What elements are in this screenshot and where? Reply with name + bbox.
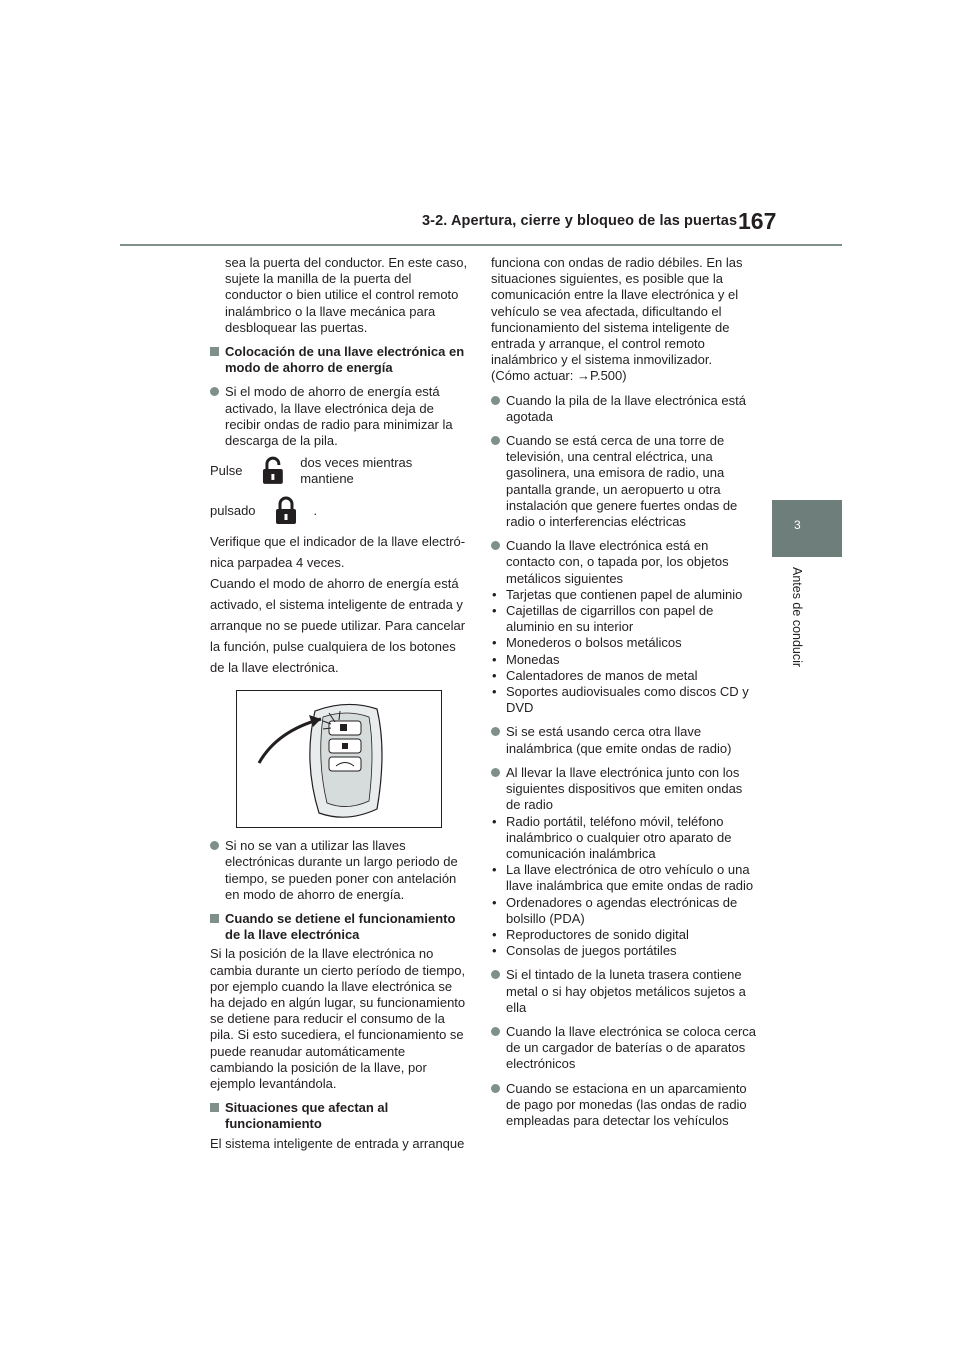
verify-line: arranque no se puede utilizar. Para cancelar [210, 618, 466, 634]
intro-paragraph: sea la puerta del conductor. En este caso, sujete la manilla de la puerta del conductor o bien utilice el control remoto inalámbrico o la llave mecánica para desbloquear las puertas. [225, 255, 468, 335]
verify-line: activado, el sistema inteligente de entrada y [210, 597, 463, 613]
chapter-label: Antes de conducir [790, 567, 804, 668]
list-item: • Calentadores de manos de metal [491, 668, 759, 684]
right-intro: funciona con ondas de radio débiles. En las situaciones siguientes, es posible que la comunicación entre la llave electrónica y el vehículo se vea afectada, dificultando el funcionamiento del sistema inteligente de entrada y arranque, el control remoto inalámbrico y el sistema inmovilizador. [491, 255, 743, 368]
pulse-rest: dos veces mientras mantiene [300, 455, 413, 487]
bullet-unused-keys: Si no se van a utilizar las llaves electrónicas durante un largo periodo de tiempo, se pueden poner con antelación en modo de ahorro de energía. [210, 838, 468, 903]
situations-text: El sistema inteligente de entrada y arranque [210, 1135, 465, 1151]
verify-line: la función, pulse cualquiera de los botones [210, 639, 456, 655]
list-item: • Monederos o bolsos metálicos [491, 635, 759, 651]
list-item: • Radio portátil, teléfono móvil, teléfono inalámbrico o cualquier otro aparato de comunicación inalámbrica [491, 814, 759, 863]
pulsado-line [210, 491, 468, 531]
bullet-rear-window: Si el tintado de la luneta trasera contiene metal o si hay objetos metálicos sujetos a ella [491, 967, 759, 1016]
bullet-battery: Cuando la pila de la llave electrónica está agotada [491, 393, 759, 425]
right-column [491, 255, 759, 1129]
list-item: • Ordenadores o agendas electrónicas de bolsillo (PDA) [491, 895, 759, 927]
pulsado-end: . [313, 503, 318, 519]
verify-line: de la llave electrónica. [210, 660, 339, 676]
verify-line: Cuando el modo de ahorro de energía está [210, 576, 459, 592]
page-number: 167 [738, 208, 777, 234]
heading-situations: Situaciones que afectan al funcionamiento [210, 1100, 468, 1132]
section-title: 3-2. Apertura, cierre y bloqueo de las puertas [422, 213, 738, 229]
bullet-tv-tower: Cuando se está cerca de una torre de televisión, una central eléctrica, una gasolinera, una emisora de radio, una pantalla grande, un aeropuerto u otra instalación que genere fuertes ondas de radio o interferencias eléctricas [491, 433, 759, 530]
list-item: • Reproductores de sonido digital [491, 927, 759, 943]
how-to-act: (Cómo actuar: →P.500) [491, 368, 627, 384]
pulse-text: Pulse [210, 463, 243, 479]
heading-energy-saving: Colocación de una llave electrónica en modo de ahorro de energía [210, 344, 468, 376]
key-fob-illustration [236, 690, 442, 828]
chapter-label-container [790, 567, 806, 687]
list-item: • La llave electrónica de otro vehículo o una llave inalámbrica que emite ondas de radio [491, 862, 759, 894]
bullet-charger: Cuando la llave electrónica se coloca cerca de un cargador de baterías o de aparatos electrónicos [491, 1024, 759, 1073]
list-item: • Cajetillas de cigarrillos con papel de aluminio en su interior [491, 603, 759, 635]
verify-text [210, 531, 468, 678]
key-stop-text: Si la posición de la llave electrónica no cambia durante un cierto período de tiempo, por ejemplo cuando la llave electrónica se ha dejado en algún lugar, su funcionamiento se detiene para reducir el consumo de la pila. Si esto sucediera, el funcionamiento se puede reanudar automáticamente cambiando la posición de la llave, por ejemplo levantándola. [210, 946, 466, 1092]
pulse-line [210, 451, 468, 491]
list-item: • Consolas de juegos portátiles [491, 943, 759, 959]
unlock-icon [259, 456, 287, 486]
pulsado-text: pulsado [210, 503, 256, 519]
key-fob-icon [237, 691, 441, 827]
verify-line: Verifique que el indicador de la llave electró- [210, 534, 466, 550]
left-column [210, 255, 468, 1152]
chapter-tab [772, 500, 842, 557]
bullet-radio-devices: Al llevar la llave electrónica junto con los siguientes dispositivos que emiten ondas de radio [491, 765, 759, 814]
list-item: • Soportes audiovisuales como discos CD y DVD [491, 684, 759, 716]
bullet-energy-saving: Si el modo de ahorro de energía está activado, la llave electrónica deja de recibir ondas de radio para minimizar la descarga de la pila. [210, 384, 468, 449]
lock-icon [272, 496, 300, 526]
bullet-metal-objects: Cuando la llave electrónica está en contacto con, o tapada por, los objetos metálicos siguientes [491, 538, 759, 587]
bullet-other-key: Si se está usando cerca otra llave inalámbrica (que emite ondas de radio) [491, 724, 759, 756]
chapter-number: 3 [794, 518, 801, 532]
heading-key-stop: Cuando se detiene el funcionamiento de la llave electrónica [210, 911, 468, 943]
verify-line: nica parpadea 4 veces. [210, 555, 345, 571]
list-item: • Monedas [491, 652, 759, 668]
header-rule [120, 244, 842, 246]
list-item: • Tarjetas que contienen papel de aluminio [491, 587, 759, 603]
bullet-parking: Cuando se estaciona en un aparcamiento de pago por monedas (las ondas de radio empleadas para detectar los vehículos [491, 1081, 759, 1130]
